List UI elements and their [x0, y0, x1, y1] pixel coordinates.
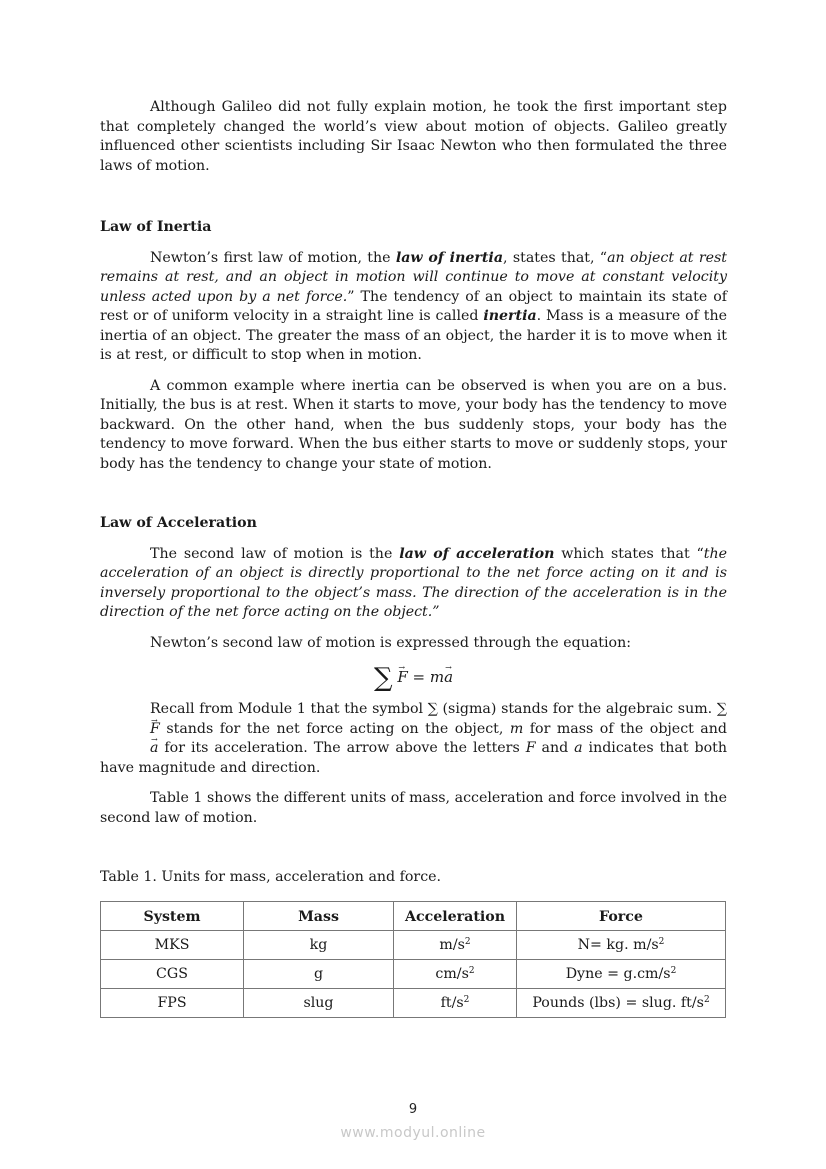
- acceleration-paragraph-2: Newton’s second law of motion is expressed through the equation:: [150, 634, 631, 651]
- exponent: 2: [468, 965, 475, 976]
- cell-acceleration: [394, 930, 517, 959]
- unit-text: Dyne = g.cm/s: [565, 965, 671, 982]
- text-run: for mass of the object and: [523, 720, 727, 737]
- mass-symbol: m: [429, 668, 445, 686]
- cell-mass: kg: [244, 930, 394, 959]
- units-table: [100, 901, 726, 1018]
- text-run: ” The tendency of an object to maintain its state of rest or of uniform velocity in a straight line is called: [100, 288, 727, 324]
- quote-first-law: an object at rest remains at rest, and an object in motion will continue to move at constant velocity unless acted upon by a net force.: [100, 249, 727, 305]
- intro-paragraph: Although Galileo did not fully explain motion, he took the first important step that completely changed the world’s view about motion of objects. Galileo greatly influenced other scientists including Sir Isaac Newton who then formulated the three laws of motion.: [100, 99, 727, 174]
- text-run: which states that “: [554, 545, 704, 562]
- cell-mass: slug: [244, 988, 394, 1017]
- cell-acceleration: [394, 959, 517, 988]
- acceleration-letter: a: [574, 740, 583, 756]
- heading-law-of-inertia: Law of Inertia: [100, 219, 212, 235]
- table-caption: Table 1. Units for mass, acceleration and force.: [100, 869, 442, 885]
- vector-force: → F: [397, 663, 407, 691]
- inertia-paragraph-2: A common example where inertia can be observed is when you are on a bus. Initially, the bus is at rest. When it starts to move, your body has the tendency to move backward. On the other hand, when the bus suddenly stops, your body has the tendency to move forward. When the bus either starts to move or suddenly stops, your body has the tendency to change your state of motion.: [100, 377, 727, 472]
- mass-symbol-inline: m: [509, 720, 524, 737]
- table-row: [101, 930, 726, 959]
- equals-sign: =: [407, 668, 430, 686]
- exponent: 2: [658, 936, 665, 947]
- force-letter: F: [525, 740, 536, 756]
- term-inertia: inertia: [483, 308, 537, 324]
- term-law-of-acceleration: law of acceleration: [399, 545, 555, 562]
- cell-force: [517, 988, 726, 1017]
- unit-text: m/s: [439, 936, 465, 953]
- exponent: 2: [463, 994, 470, 1005]
- equation-newton-second-law: [100, 663, 727, 691]
- cell-system: CGS: [101, 959, 244, 988]
- vector-force-inline: → F: [100, 720, 160, 740]
- cell-force: [517, 930, 726, 959]
- vector-acceleration-inline: → a: [100, 739, 158, 759]
- text-run: indicates that both have magnitude and direction.: [100, 740, 727, 776]
- page-number: 9: [408, 1102, 418, 1117]
- text-run: . Mass is a measure of the inertia of an object. The greater the mass of an object, the harder it is to move when it is at rest, or difficult to stop when in motion.: [100, 308, 727, 363]
- cell-acceleration: [394, 988, 517, 1017]
- header-force: Force: [517, 901, 726, 930]
- vector-acceleration: → a: [444, 663, 453, 691]
- text-run: , states that, “: [503, 249, 608, 266]
- exponent: 2: [703, 994, 710, 1005]
- text-run: for its acceleration. The arrow above the letters: [158, 740, 526, 756]
- acceleration-paragraph-1: [100, 545, 727, 623]
- cell-system: MKS: [101, 930, 244, 959]
- acceleration-paragraph-4: Table 1 shows the different units of mass, acceleration and force involved in the second law of motion.: [100, 790, 727, 826]
- header-mass: Mass: [244, 901, 394, 930]
- cell-system: FPS: [101, 988, 244, 1017]
- inertia-paragraph-1: [100, 249, 727, 366]
- table-row: [101, 959, 726, 988]
- text-run: Newton’s first law of motion, the: [150, 249, 396, 266]
- watermark-link[interactable]: www.modyul.online: [340, 1125, 486, 1141]
- unit-text: N= kg. m/s: [577, 936, 659, 953]
- table-header-row: [101, 901, 726, 930]
- text-run: Recall from Module 1 that the symbol ∑ (sigma) stands for the algebraic sum. ∑: [150, 701, 727, 717]
- quote-second-law: the acceleration of an object is directly proportional to the net force acting on it and is inversely proportional to the object’s mass. The direction of the acceleration is in the direction of the net force acting on the object.”: [100, 545, 727, 620]
- cell-mass: g: [244, 959, 394, 988]
- cell-force: [517, 959, 726, 988]
- header-acceleration: Acceleration: [394, 901, 517, 930]
- text-run: stands for the net force acting on the object,: [159, 720, 510, 737]
- heading-law-of-acceleration: Law of Acceleration: [100, 515, 257, 531]
- unit-text: ft/s: [440, 994, 464, 1011]
- sigma-symbol: ∑: [373, 663, 393, 693]
- term-law-of-inertia: law of inertia: [395, 249, 504, 266]
- unit-text: Pounds (lbs) = slug. ft/s: [532, 994, 704, 1011]
- header-system: System: [101, 901, 244, 930]
- text-run: The second law of motion is the: [150, 545, 400, 562]
- unit-text: cm/s: [435, 965, 469, 982]
- table-row: [101, 988, 726, 1017]
- document-page: [100, 98, 727, 1018]
- exponent: 2: [464, 936, 471, 947]
- text-run: and: [535, 740, 575, 756]
- exponent: 2: [670, 965, 677, 976]
- acceleration-paragraph-3: [100, 700, 727, 778]
